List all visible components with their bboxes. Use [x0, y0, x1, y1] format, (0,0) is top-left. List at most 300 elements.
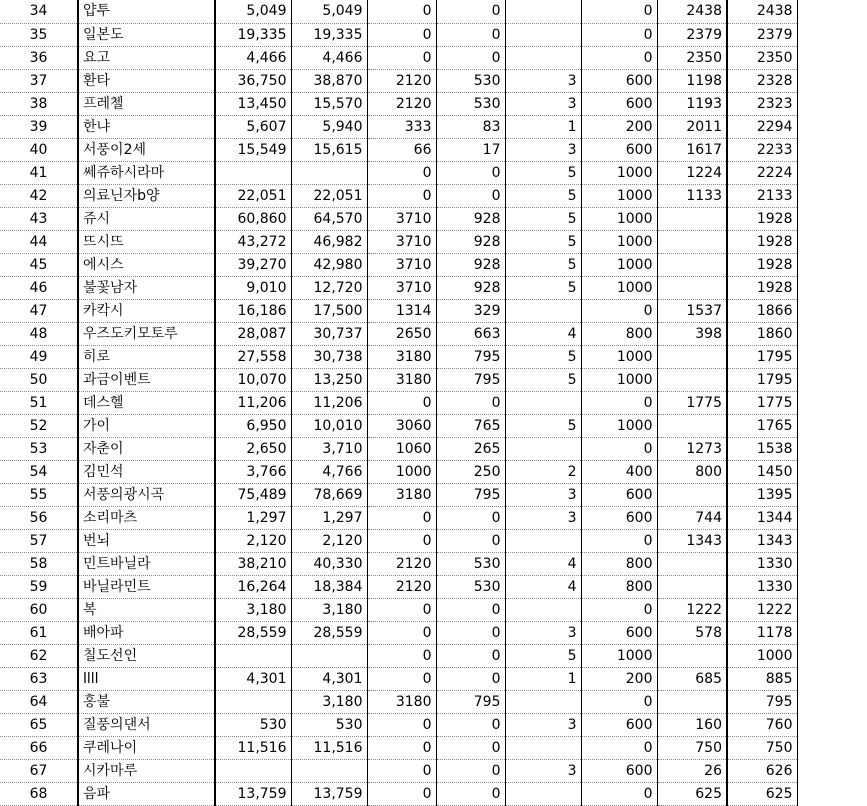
- cell-value-a[interactable]: 16,264: [215, 575, 291, 598]
- cell-value-e[interactable]: [505, 23, 581, 46]
- cell-name[interactable]: 바닐라민트: [78, 575, 215, 598]
- cell-value-d[interactable]: 83: [436, 115, 505, 138]
- cell-value-b[interactable]: 15,570: [291, 92, 367, 115]
- cell-value-e[interactable]: [505, 736, 581, 759]
- cell-value-b[interactable]: 30,737: [291, 322, 367, 345]
- cell-value-g[interactable]: 1198: [657, 69, 727, 92]
- cell-row-number[interactable]: 48: [0, 322, 78, 345]
- cell-value-f[interactable]: 1000: [581, 253, 657, 276]
- cell-value-g[interactable]: 2011: [657, 115, 727, 138]
- cell-value-f[interactable]: 0: [581, 0, 657, 23]
- cell-name[interactable]: 번뇌: [78, 529, 215, 552]
- cell-value-b[interactable]: 11,516: [291, 736, 367, 759]
- cell-row-number[interactable]: 40: [0, 138, 78, 161]
- cell-value-b[interactable]: [291, 759, 367, 782]
- cell-name[interactable]: 쎄쥬하시라마: [78, 161, 215, 184]
- cell-value-d[interactable]: 928: [436, 230, 505, 253]
- cell-value-b[interactable]: 3,180: [291, 598, 367, 621]
- cell-value-c[interactable]: 1060: [367, 437, 436, 460]
- cell-value-e[interactable]: [505, 391, 581, 414]
- cell-value-b[interactable]: 40,330: [291, 552, 367, 575]
- cell-value-f[interactable]: 800: [581, 575, 657, 598]
- cell-name[interactable]: llll: [78, 667, 215, 690]
- cell-value-c[interactable]: 2120: [367, 92, 436, 115]
- cell-value-a[interactable]: 19,335: [215, 23, 291, 46]
- cell-value-e[interactable]: 3: [505, 506, 581, 529]
- cell-value-f[interactable]: 1000: [581, 414, 657, 437]
- cell-row-number[interactable]: 56: [0, 506, 78, 529]
- cell-name[interactable]: 프레첼: [78, 92, 215, 115]
- cell-value-a[interactable]: 530: [215, 713, 291, 736]
- cell-value-b[interactable]: 11,206: [291, 391, 367, 414]
- cell-value-e[interactable]: 5: [505, 345, 581, 368]
- cell-value-g[interactable]: [657, 414, 727, 437]
- cell-value-d[interactable]: 0: [436, 23, 505, 46]
- cell-row-number[interactable]: 38: [0, 92, 78, 115]
- cell-value-d[interactable]: 0: [436, 598, 505, 621]
- cell-value-f[interactable]: 0: [581, 23, 657, 46]
- cell-value-f[interactable]: 0: [581, 299, 657, 322]
- cell-value-e[interactable]: 3: [505, 713, 581, 736]
- cell-value-c[interactable]: 0: [367, 713, 436, 736]
- cell-value-d[interactable]: 0: [436, 391, 505, 414]
- cell-total[interactable]: 2294: [727, 115, 797, 138]
- cell-value-e[interactable]: 3: [505, 92, 581, 115]
- cell-value-f[interactable]: 200: [581, 667, 657, 690]
- cell-total[interactable]: 1928: [727, 253, 797, 276]
- cell-value-g[interactable]: 2379: [657, 23, 727, 46]
- cell-value-f[interactable]: 1000: [581, 276, 657, 299]
- cell-value-b[interactable]: 38,870: [291, 69, 367, 92]
- cell-value-a[interactable]: 60,860: [215, 207, 291, 230]
- cell-value-c[interactable]: 0: [367, 736, 436, 759]
- cell-value-f[interactable]: 600: [581, 759, 657, 782]
- cell-value-a[interactable]: 11,206: [215, 391, 291, 414]
- cell-value-a[interactable]: 27,558: [215, 345, 291, 368]
- cell-row-number[interactable]: 45: [0, 253, 78, 276]
- cell-value-b[interactable]: 2,120: [291, 529, 367, 552]
- cell-value-g[interactable]: 1343: [657, 529, 727, 552]
- cell-name[interactable]: 우즈도키모토루: [78, 322, 215, 345]
- cell-value-g[interactable]: [657, 690, 727, 713]
- cell-total[interactable]: 1795: [727, 368, 797, 391]
- cell-value-b[interactable]: 12,720: [291, 276, 367, 299]
- cell-value-b[interactable]: 530: [291, 713, 367, 736]
- cell-name[interactable]: 자춘이: [78, 437, 215, 460]
- cell-row-number[interactable]: 57: [0, 529, 78, 552]
- cell-value-a[interactable]: 43,272: [215, 230, 291, 253]
- cell-value-e[interactable]: 3: [505, 69, 581, 92]
- cell-value-a[interactable]: 4,466: [215, 46, 291, 69]
- cell-value-d[interactable]: 530: [436, 552, 505, 575]
- cell-value-e[interactable]: 5: [505, 644, 581, 667]
- cell-row-number[interactable]: 51: [0, 391, 78, 414]
- cell-value-e[interactable]: 5: [505, 207, 581, 230]
- cell-value-f[interactable]: 1000: [581, 207, 657, 230]
- cell-value-c[interactable]: 333: [367, 115, 436, 138]
- cell-value-a[interactable]: 5,607: [215, 115, 291, 138]
- cell-row-number[interactable]: 54: [0, 460, 78, 483]
- cell-value-c[interactable]: 3180: [367, 368, 436, 391]
- cell-row-number[interactable]: 62: [0, 644, 78, 667]
- cell-value-b[interactable]: 5,940: [291, 115, 367, 138]
- cell-value-e[interactable]: [505, 529, 581, 552]
- cell-value-f[interactable]: 600: [581, 138, 657, 161]
- cell-value-a[interactable]: 15,549: [215, 138, 291, 161]
- cell-value-d[interactable]: 765: [436, 414, 505, 437]
- cell-name[interactable]: 배아파: [78, 621, 215, 644]
- cell-total[interactable]: 2133: [727, 184, 797, 207]
- cell-value-e[interactable]: [505, 598, 581, 621]
- cell-total[interactable]: 1330: [727, 552, 797, 575]
- cell-total[interactable]: 1538: [727, 437, 797, 460]
- cell-value-b[interactable]: 13,250: [291, 368, 367, 391]
- cell-value-d[interactable]: 0: [436, 667, 505, 690]
- cell-total[interactable]: 1765: [727, 414, 797, 437]
- cell-value-b[interactable]: 4,301: [291, 667, 367, 690]
- cell-value-c[interactable]: 66: [367, 138, 436, 161]
- cell-value-e[interactable]: 3: [505, 483, 581, 506]
- cell-value-c[interactable]: 0: [367, 598, 436, 621]
- cell-value-f[interactable]: 600: [581, 713, 657, 736]
- cell-value-a[interactable]: 75,489: [215, 483, 291, 506]
- cell-value-g[interactable]: 1775: [657, 391, 727, 414]
- cell-value-f[interactable]: 0: [581, 391, 657, 414]
- cell-value-d[interactable]: 250: [436, 460, 505, 483]
- cell-value-d[interactable]: 928: [436, 276, 505, 299]
- cell-value-e[interactable]: [505, 46, 581, 69]
- cell-total[interactable]: 1928: [727, 207, 797, 230]
- cell-value-f[interactable]: 800: [581, 552, 657, 575]
- cell-value-d[interactable]: 0: [436, 644, 505, 667]
- cell-value-a[interactable]: 16,186: [215, 299, 291, 322]
- cell-row-number[interactable]: 58: [0, 552, 78, 575]
- cell-row-number[interactable]: 55: [0, 483, 78, 506]
- cell-name[interactable]: 질풍의댄서: [78, 713, 215, 736]
- cell-value-a[interactable]: 13,450: [215, 92, 291, 115]
- cell-value-b[interactable]: 5,049: [291, 0, 367, 23]
- cell-value-f[interactable]: 1000: [581, 368, 657, 391]
- cell-value-g[interactable]: 1224: [657, 161, 727, 184]
- cell-name[interactable]: 과금이벤트: [78, 368, 215, 391]
- cell-name[interactable]: 음파: [78, 782, 215, 805]
- cell-row-number[interactable]: 65: [0, 713, 78, 736]
- cell-value-f[interactable]: 200: [581, 115, 657, 138]
- cell-total[interactable]: 795: [727, 690, 797, 713]
- cell-value-g[interactable]: 160: [657, 713, 727, 736]
- cell-value-a[interactable]: 10,070: [215, 368, 291, 391]
- cell-value-g[interactable]: 2350: [657, 46, 727, 69]
- cell-value-f[interactable]: 0: [581, 598, 657, 621]
- cell-row-number[interactable]: 36: [0, 46, 78, 69]
- cell-total[interactable]: 2379: [727, 23, 797, 46]
- cell-name[interactable]: 쥬시: [78, 207, 215, 230]
- cell-value-f[interactable]: 0: [581, 437, 657, 460]
- cell-row-number[interactable]: 47: [0, 299, 78, 322]
- cell-value-e[interactable]: 2: [505, 460, 581, 483]
- cell-name[interactable]: 뜨시뜨: [78, 230, 215, 253]
- cell-value-f[interactable]: 0: [581, 736, 657, 759]
- cell-name[interactable]: 김민석: [78, 460, 215, 483]
- cell-value-c[interactable]: 3180: [367, 483, 436, 506]
- cell-value-d[interactable]: 928: [436, 207, 505, 230]
- cell-row-number[interactable]: 59: [0, 575, 78, 598]
- cell-value-b[interactable]: 13,759: [291, 782, 367, 805]
- cell-total[interactable]: 1860: [727, 322, 797, 345]
- cell-value-e[interactable]: 3: [505, 621, 581, 644]
- cell-total[interactable]: 2233: [727, 138, 797, 161]
- cell-value-f[interactable]: 600: [581, 621, 657, 644]
- cell-value-e[interactable]: [505, 299, 581, 322]
- cell-value-b[interactable]: 19,335: [291, 23, 367, 46]
- cell-value-g[interactable]: 1537: [657, 299, 727, 322]
- cell-value-c[interactable]: 0: [367, 184, 436, 207]
- cell-row-number[interactable]: 50: [0, 368, 78, 391]
- cell-value-b[interactable]: 22,051: [291, 184, 367, 207]
- cell-value-e[interactable]: [505, 782, 581, 805]
- cell-value-c[interactable]: 3710: [367, 276, 436, 299]
- cell-name[interactable]: 홍불: [78, 690, 215, 713]
- cell-value-a[interactable]: [215, 690, 291, 713]
- cell-value-e[interactable]: [505, 437, 581, 460]
- cell-name[interactable]: 요고: [78, 46, 215, 69]
- cell-value-d[interactable]: 0: [436, 506, 505, 529]
- cell-value-d[interactable]: 0: [436, 621, 505, 644]
- cell-value-c[interactable]: 3060: [367, 414, 436, 437]
- cell-value-d[interactable]: 0: [436, 782, 505, 805]
- cell-value-a[interactable]: 6,950: [215, 414, 291, 437]
- cell-value-c[interactable]: 2120: [367, 575, 436, 598]
- cell-value-f[interactable]: 0: [581, 782, 657, 805]
- cell-value-g[interactable]: [657, 552, 727, 575]
- cell-value-a[interactable]: 11,516: [215, 736, 291, 759]
- cell-value-c[interactable]: 0: [367, 782, 436, 805]
- cell-value-f[interactable]: 1000: [581, 184, 657, 207]
- cell-value-d[interactable]: 0: [436, 0, 505, 23]
- cell-value-b[interactable]: 1,297: [291, 506, 367, 529]
- cell-value-e[interactable]: 5: [505, 230, 581, 253]
- cell-name[interactable]: 일본도: [78, 23, 215, 46]
- cell-value-g[interactable]: 2438: [657, 0, 727, 23]
- cell-value-d[interactable]: 0: [436, 713, 505, 736]
- cell-total[interactable]: 1344: [727, 506, 797, 529]
- cell-value-e[interactable]: 1: [505, 667, 581, 690]
- cell-value-e[interactable]: 5: [505, 414, 581, 437]
- cell-value-b[interactable]: 10,010: [291, 414, 367, 437]
- cell-value-b[interactable]: 3,180: [291, 690, 367, 713]
- cell-total[interactable]: 1866: [727, 299, 797, 322]
- cell-value-e[interactable]: 4: [505, 552, 581, 575]
- cell-value-g[interactable]: 1273: [657, 437, 727, 460]
- cell-value-e[interactable]: 1: [505, 115, 581, 138]
- cell-value-c[interactable]: 0: [367, 391, 436, 414]
- cell-value-c[interactable]: 2120: [367, 69, 436, 92]
- cell-value-b[interactable]: 28,559: [291, 621, 367, 644]
- cell-value-b[interactable]: 46,982: [291, 230, 367, 253]
- cell-value-b[interactable]: 4,766: [291, 460, 367, 483]
- cell-value-d[interactable]: 530: [436, 69, 505, 92]
- cell-value-b[interactable]: 3,710: [291, 437, 367, 460]
- cell-value-a[interactable]: 22,051: [215, 184, 291, 207]
- cell-value-g[interactable]: [657, 644, 727, 667]
- cell-total[interactable]: 1343: [727, 529, 797, 552]
- cell-value-g[interactable]: [657, 230, 727, 253]
- cell-name[interactable]: 히로: [78, 345, 215, 368]
- cell-total[interactable]: 760: [727, 713, 797, 736]
- cell-value-b[interactable]: 42,980: [291, 253, 367, 276]
- cell-value-d[interactable]: 530: [436, 575, 505, 598]
- cell-value-a[interactable]: 36,750: [215, 69, 291, 92]
- cell-row-number[interactable]: 67: [0, 759, 78, 782]
- cell-value-d[interactable]: 0: [436, 184, 505, 207]
- cell-name[interactable]: 의료닌자b양: [78, 184, 215, 207]
- cell-total[interactable]: 625: [727, 782, 797, 805]
- cell-row-number[interactable]: 43: [0, 207, 78, 230]
- cell-value-f[interactable]: 600: [581, 506, 657, 529]
- cell-row-number[interactable]: 52: [0, 414, 78, 437]
- cell-value-c[interactable]: 0: [367, 0, 436, 23]
- cell-value-c[interactable]: 3710: [367, 253, 436, 276]
- cell-value-c[interactable]: 0: [367, 161, 436, 184]
- cell-value-c[interactable]: 3710: [367, 230, 436, 253]
- cell-row-number[interactable]: 46: [0, 276, 78, 299]
- cell-value-g[interactable]: [657, 207, 727, 230]
- cell-value-c[interactable]: 3710: [367, 207, 436, 230]
- cell-value-d[interactable]: 530: [436, 92, 505, 115]
- cell-value-a[interactable]: 38,210: [215, 552, 291, 575]
- cell-value-f[interactable]: 0: [581, 690, 657, 713]
- cell-value-b[interactable]: 15,615: [291, 138, 367, 161]
- cell-value-a[interactable]: 2,120: [215, 529, 291, 552]
- cell-row-number[interactable]: 34: [0, 0, 78, 23]
- cell-value-d[interactable]: 795: [436, 345, 505, 368]
- cell-name[interactable]: 불꽃남자: [78, 276, 215, 299]
- cell-value-b[interactable]: [291, 161, 367, 184]
- cell-value-c[interactable]: 0: [367, 506, 436, 529]
- cell-value-e[interactable]: [505, 0, 581, 23]
- cell-name[interactable]: 얍투: [78, 0, 215, 23]
- cell-name[interactable]: 민트바닐라: [78, 552, 215, 575]
- cell-total[interactable]: 1450: [727, 460, 797, 483]
- cell-name[interactable]: 한냐: [78, 115, 215, 138]
- cell-value-e[interactable]: 5: [505, 253, 581, 276]
- cell-value-d[interactable]: 0: [436, 529, 505, 552]
- cell-row-number[interactable]: 41: [0, 161, 78, 184]
- cell-value-a[interactable]: 13,759: [215, 782, 291, 805]
- cell-value-g[interactable]: [657, 483, 727, 506]
- cell-value-a[interactable]: 4,301: [215, 667, 291, 690]
- cell-value-a[interactable]: 28,087: [215, 322, 291, 345]
- cell-total[interactable]: 2224: [727, 161, 797, 184]
- cell-row-number[interactable]: 68: [0, 782, 78, 805]
- cell-value-d[interactable]: 795: [436, 368, 505, 391]
- cell-value-c[interactable]: 1000: [367, 460, 436, 483]
- cell-value-a[interactable]: 1,297: [215, 506, 291, 529]
- cell-value-a[interactable]: 3,766: [215, 460, 291, 483]
- cell-value-c[interactable]: 3180: [367, 690, 436, 713]
- cell-value-f[interactable]: 600: [581, 69, 657, 92]
- cell-value-g[interactable]: 685: [657, 667, 727, 690]
- cell-value-g[interactable]: 1222: [657, 598, 727, 621]
- cell-row-number[interactable]: 42: [0, 184, 78, 207]
- cell-value-f[interactable]: 1000: [581, 230, 657, 253]
- cell-value-g[interactable]: 800: [657, 460, 727, 483]
- cell-value-a[interactable]: 9,010: [215, 276, 291, 299]
- cell-total[interactable]: 750: [727, 736, 797, 759]
- cell-total[interactable]: 2328: [727, 69, 797, 92]
- cell-value-d[interactable]: 663: [436, 322, 505, 345]
- cell-total[interactable]: 1000: [727, 644, 797, 667]
- cell-value-a[interactable]: 5,049: [215, 0, 291, 23]
- cell-row-number[interactable]: 63: [0, 667, 78, 690]
- cell-value-c[interactable]: 0: [367, 644, 436, 667]
- cell-value-b[interactable]: [291, 644, 367, 667]
- cell-name[interactable]: 소리마츠: [78, 506, 215, 529]
- cell-value-d[interactable]: 795: [436, 690, 505, 713]
- cell-value-e[interactable]: 4: [505, 322, 581, 345]
- cell-value-f[interactable]: 600: [581, 92, 657, 115]
- cell-row-number[interactable]: 44: [0, 230, 78, 253]
- cell-value-b[interactable]: 4,466: [291, 46, 367, 69]
- cell-name[interactable]: 칠도선인: [78, 644, 215, 667]
- cell-value-d[interactable]: 0: [436, 759, 505, 782]
- cell-total[interactable]: 1928: [727, 230, 797, 253]
- cell-name[interactable]: 서풍이2세: [78, 138, 215, 161]
- cell-value-g[interactable]: [657, 368, 727, 391]
- cell-row-number[interactable]: 66: [0, 736, 78, 759]
- cell-value-f[interactable]: 0: [581, 46, 657, 69]
- cell-value-a[interactable]: 39,270: [215, 253, 291, 276]
- cell-value-e[interactable]: 5: [505, 368, 581, 391]
- cell-value-g[interactable]: 1133: [657, 184, 727, 207]
- cell-value-e[interactable]: 5: [505, 276, 581, 299]
- cell-value-b[interactable]: 17,500: [291, 299, 367, 322]
- cell-total[interactable]: 1330: [727, 575, 797, 598]
- cell-value-c[interactable]: 0: [367, 667, 436, 690]
- cell-row-number[interactable]: 39: [0, 115, 78, 138]
- cell-value-b[interactable]: 18,384: [291, 575, 367, 598]
- cell-row-number[interactable]: 35: [0, 23, 78, 46]
- cell-value-d[interactable]: 329: [436, 299, 505, 322]
- cell-row-number[interactable]: 37: [0, 69, 78, 92]
- cell-value-g[interactable]: 578: [657, 621, 727, 644]
- cell-value-g[interactable]: [657, 345, 727, 368]
- cell-total[interactable]: 1395: [727, 483, 797, 506]
- cell-value-a[interactable]: 2,650: [215, 437, 291, 460]
- cell-value-g[interactable]: 625: [657, 782, 727, 805]
- cell-value-a[interactable]: [215, 161, 291, 184]
- cell-value-g[interactable]: 398: [657, 322, 727, 345]
- cell-value-g[interactable]: 1617: [657, 138, 727, 161]
- cell-value-g[interactable]: [657, 253, 727, 276]
- cell-value-g[interactable]: [657, 276, 727, 299]
- cell-total[interactable]: 2323: [727, 92, 797, 115]
- cell-value-c[interactable]: 0: [367, 621, 436, 644]
- cell-value-f[interactable]: 1000: [581, 644, 657, 667]
- cell-value-g[interactable]: [657, 575, 727, 598]
- cell-value-d[interactable]: 795: [436, 483, 505, 506]
- cell-value-e[interactable]: 4: [505, 575, 581, 598]
- cell-value-b[interactable]: 30,738: [291, 345, 367, 368]
- cell-total[interactable]: 626: [727, 759, 797, 782]
- cell-value-c[interactable]: 0: [367, 23, 436, 46]
- cell-value-e[interactable]: 5: [505, 161, 581, 184]
- cell-name[interactable]: 복: [78, 598, 215, 621]
- cell-value-d[interactable]: 0: [436, 46, 505, 69]
- cell-value-g[interactable]: 1193: [657, 92, 727, 115]
- cell-value-d[interactable]: 17: [436, 138, 505, 161]
- cell-value-e[interactable]: 5: [505, 184, 581, 207]
